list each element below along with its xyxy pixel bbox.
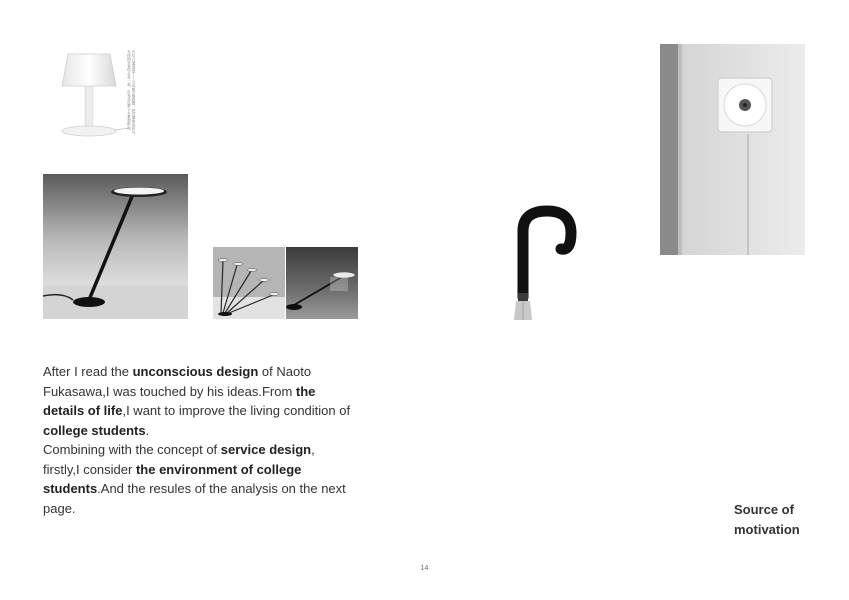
text: , firstly,I consider xyxy=(43,442,315,477)
text: ,I want to improve the living condition of xyxy=(122,403,351,418)
lamp-black-image xyxy=(43,174,188,319)
page-number: 14 xyxy=(420,565,429,572)
lamp-sequence-image xyxy=(213,247,285,319)
section-title-line-2: motivation xyxy=(734,521,800,537)
text: Combining with the concept of xyxy=(43,442,221,457)
text: . xyxy=(145,422,150,438)
cd-player-image xyxy=(660,44,805,255)
emphasis: unconscious design xyxy=(132,364,259,379)
paragraph-1 xyxy=(43,362,353,440)
text: of Naoto Fukasawa,I was touched by his ideas.From xyxy=(43,364,312,399)
lamp-caption: 台灯·灯罩造型——与光相关的联想，把灯罩的形状与光线的分布结合在一起，灯光从灯罩下方柔和散出。 xyxy=(127,50,136,134)
paragraph-2 xyxy=(43,440,353,518)
lamp-dark-image xyxy=(286,247,358,319)
emphasis: the details of life xyxy=(43,383,316,418)
text: .And the resules of the analysis on the next page. xyxy=(43,481,346,516)
section-title xyxy=(734,500,824,539)
text: After I read the xyxy=(43,364,133,379)
emphasis: the environment of college students xyxy=(43,461,302,496)
section-title-line-1: Source of xyxy=(734,502,794,517)
umbrella-image xyxy=(505,205,583,320)
emphasis: college students xyxy=(43,422,146,438)
body-paragraph xyxy=(43,362,353,518)
emphasis: service design xyxy=(220,442,312,457)
